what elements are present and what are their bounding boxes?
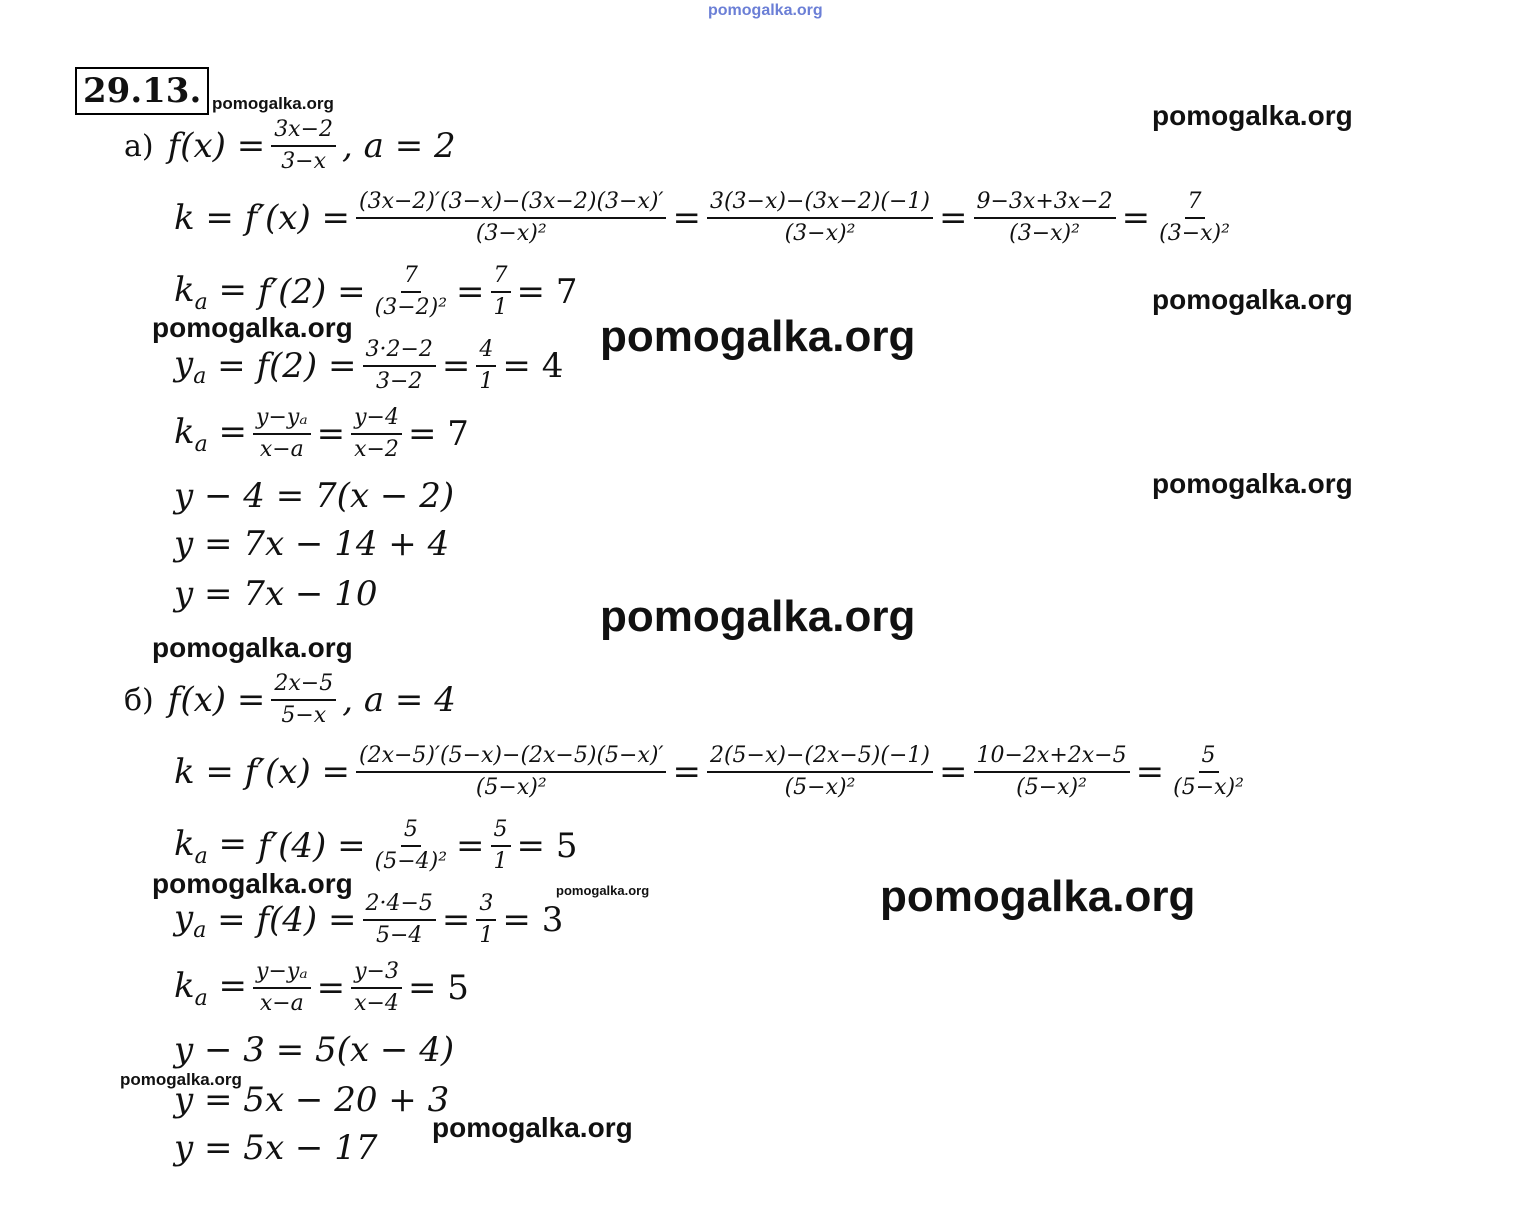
y-result: = 4 — [502, 346, 564, 386]
part-b-slope-equation: $k_a$ = $\frac{\text{y−yₐ}}{x-a}$ = $\frac{y-3}{x-4}$ = 5 — [174, 959, 469, 1016]
fraction: $\frac{3(3-x)-(3x-2)(-1)}{\text{(3−x)²}}$ — [707, 190, 933, 246]
part-b-line-3: y = 5x − 17 — [174, 1128, 378, 1168]
y-prefix: = f(4) = — [217, 900, 357, 940]
part-a-line-1: y − 4 = 7(x − 2) — [174, 476, 455, 516]
watermark: pomogalka.org — [432, 1112, 633, 1143]
fraction: $\frac{7}{\text{(3−2)²}}$ — [374, 263, 448, 320]
header-watermark: pomogalka.org — [708, 2, 823, 19]
watermark: pomogalka.org — [1152, 100, 1353, 131]
part-a-line-2: y = 7x − 14 + 4 — [174, 524, 450, 564]
watermark: pomogalka.org — [120, 1070, 242, 1089]
part-a-line-3: y = 7x − 10 — [174, 574, 378, 614]
fraction: $\frac{2x-5}{5-x}$ — [271, 672, 336, 728]
part-b-slope-value: $k_a$ = f′(4) = $\frac{5}{\text{(5−4)²}}$ = $\frac{5}{1}$ = 5 — [174, 817, 578, 874]
fraction: $\frac{5}{\text{(5−x)²}}$ — [1173, 743, 1244, 800]
watermark: pomogalka.org — [212, 94, 334, 113]
part-b-label: б) — [124, 682, 154, 718]
part-a-slope-equation: $k_a$ = $\frac{\text{y−yₐ}}{x-a}$ = $\frac{y-4}{x-2}$ = 7 — [174, 405, 469, 462]
derivative-prefix: k = f′(x) = — [174, 752, 351, 792]
watermark: pomogalka.org — [152, 632, 353, 663]
part-a-given — [124, 118, 456, 174]
fraction: $\frac{5}{\text{(5−4)²}}$ — [374, 817, 448, 874]
slope-prefix: f′(2) = — [257, 272, 366, 312]
part-b-derivative: k = f′(x) = $\frac{(2x-5)'(5-x)-(2x-5)(5-x)'}{\text{(5−x)²}}$ = $\frac{2(5-x)-(2x-5)(-1)}{\text{(5−x)²}}$ = $\frac{10-2x+2x-5}{\text{(5−x)²}}$ = $\frac{5}{\text{(5−x)²}}$ — [174, 744, 1253, 800]
watermark: pomogalka.org — [556, 883, 650, 898]
slope-equation-result: = 5 — [407, 968, 469, 1008]
fraction: $\frac{3x-2}{3-x}$ — [271, 118, 336, 174]
watermark: pomogalka.org — [152, 312, 353, 343]
part-a-derivative: k = f′(x) = $\frac{(3x-2)'(3-x)-(3x-2)(3-x)'}{\text{(3−x)²}}$ = $\frac{3(3-x)-(3x-2)(-1)}{\text{(3−x)²}}$ = $\frac{9-3x+3x-2}{\text{(3−x)²}}$ = $\frac{7}{\text{(3−x)²}}$ — [174, 190, 1239, 246]
derivative-prefix: k = f′(x) = — [174, 198, 351, 238]
fraction: $\frac{(2x-5)'(5-x)-(2x-5)(5-x)'}{\text{(5−x)²}}$ — [356, 744, 666, 800]
fraction: $\frac{3}{1}$ — [476, 892, 496, 948]
given-suffix: , a = 4 — [342, 680, 456, 720]
y-result: = 3 — [502, 900, 564, 940]
part-a-y-value: $y_a$ = f(2) = $\frac{3\cdot 2-2}{3-2}$ = $\frac{4}{1}$ = 4 — [174, 337, 564, 394]
part-b-line-2: y = 5x − 20 + 3 — [174, 1080, 450, 1120]
watermark: pomogalka.org — [1152, 468, 1353, 499]
fraction: $\frac{5}{1}$ — [491, 818, 511, 874]
fraction: $\frac{(3x-2)'(3-x)-(3x-2)(3-x)'}{\text{(3−x)²}}$ — [356, 190, 666, 246]
slope-equation-result: = 7 — [407, 414, 469, 454]
fraction: $\frac{10-2x+2x-5}{\text{(5−x)²}}$ — [974, 744, 1130, 800]
y-prefix: = f(2) = — [217, 346, 357, 386]
fraction: $\frac{4}{1}$ — [476, 338, 496, 394]
fraction: $\frac{7}{1}$ — [491, 264, 511, 320]
fraction: $\frac{y-3}{x-4}$ — [351, 960, 402, 1016]
given-suffix: , a = 2 — [342, 126, 456, 166]
fraction: $\frac{y-4}{x-2}$ — [351, 406, 402, 462]
part-b-line-1: y − 3 = 5(x − 4) — [174, 1030, 455, 1070]
slope-result: = 7 — [516, 272, 578, 312]
part-b-y-value: $y_a$ = f(4) = $\frac{2\cdot 4-5}{5-4}$ = $\frac{3}{1}$ = 3 — [174, 891, 564, 948]
part-a-label: а) — [124, 128, 154, 164]
fraction: $\frac{7}{\text{(3−x)²}}$ — [1159, 189, 1230, 246]
part-b-given — [124, 672, 456, 728]
watermark: pomogalka.org — [1152, 284, 1353, 315]
given-prefix: f(x) = — [167, 126, 266, 166]
slope-prefix: f′(4) = — [257, 826, 366, 866]
fraction: $\frac{2(5-x)-(2x-5)(-1)}{\text{(5−x)²}}$ — [707, 744, 933, 800]
watermark-large: pomogalka.org — [600, 312, 916, 361]
fraction: $\frac{\text{y−yₐ}}{x-a}$ — [253, 406, 311, 462]
watermark-large: pomogalka.org — [880, 872, 1196, 921]
fraction: $\frac{2\cdot 4-5}{5-4}$ — [363, 892, 436, 948]
watermark: pomogalka.org — [152, 868, 353, 899]
fraction: $\frac{9-3x+3x-2}{\text{(3−x)²}}$ — [974, 190, 1116, 246]
fraction: $\frac{3\cdot 2-2}{3-2}$ — [363, 338, 436, 394]
given-prefix: f(x) = — [167, 680, 266, 720]
fraction: $\frac{\text{y−yₐ}}{x-a}$ — [253, 960, 311, 1016]
part-a-slope-value: $k_a$ = f′(2) = $\frac{7}{\text{(3−2)²}}$ = $\frac{7}{1}$ = 7 — [174, 263, 578, 320]
slope-result: = 5 — [516, 826, 578, 866]
watermark-large: pomogalka.org — [600, 592, 916, 641]
problem-number: 29.13. — [75, 67, 209, 115]
